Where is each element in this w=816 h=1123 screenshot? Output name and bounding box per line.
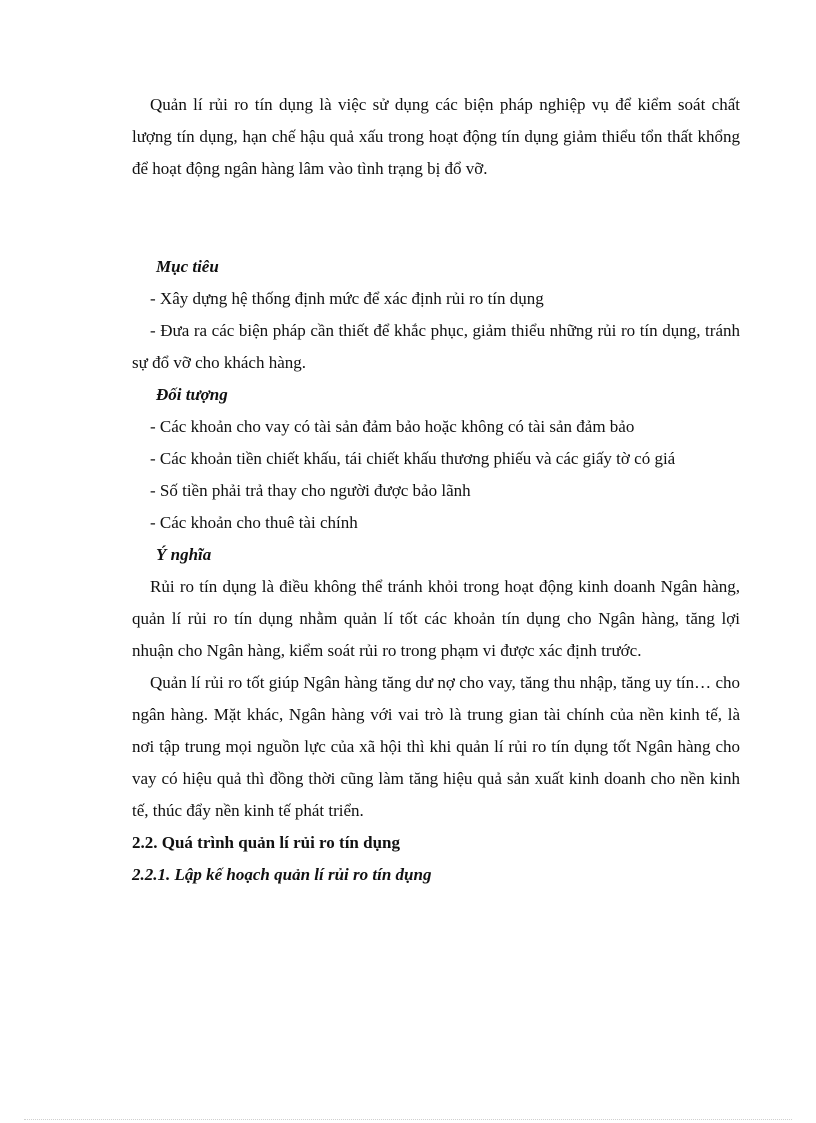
intro-block — [132, 89, 740, 185]
body-block — [132, 251, 740, 891]
section-heading-2-2: 2.2. Quá trình quản lí rủi ro tín dụng — [132, 833, 400, 852]
meaning-paragraph: Rủi ro tín dụng là điều không thể tránh khỏi trong hoạt động kinh doanh Ngân hàng, quản lí rủi ro tín dụng nhằm quản lí tốt các khoản tín dụng cho Ngân hàng, tăng lợi nhuận cho Ngân hàng, kiểm soát rủi ro trong phạm vi được xác định trước. — [132, 577, 740, 660]
objective-item: - Đưa ra các biện pháp cần thiết để khắc phục, giảm thiểu những rủi ro tín dụng, tránh sự đổ vỡ cho khách hàng. — [132, 321, 740, 372]
subjects-heading: Đối tượng — [156, 385, 228, 404]
meaning-heading: Ý nghĩa — [156, 545, 212, 564]
page-bottom-divider — [24, 1119, 792, 1120]
section-heading-2-2-1: 2.2.1. Lập kế hoạch quản lí rủi ro tín dụng — [132, 865, 432, 884]
subject-item: - Số tiền phải trả thay cho người được bảo lãnh — [150, 481, 471, 500]
objectives-heading: Mục tiêu — [156, 257, 219, 276]
subject-item: - Các khoản cho thuê tài chính — [150, 513, 358, 532]
objective-item: - Xây dựng hệ thống định mức để xác định rủi ro tín dụng — [150, 289, 544, 308]
subject-item: - Các khoản cho vay có tài sản đảm bảo hoặc không có tài sản đảm bảo — [150, 417, 635, 436]
subject-item: - Các khoản tiền chiết khấu, tái chiết khấu thương phiếu và các giấy tờ có giá — [150, 449, 676, 468]
meaning-paragraph: Quản lí rủi ro tốt giúp Ngân hàng tăng dư nợ cho vay, tăng thu nhập, tăng uy tín… cho ngân hàng. Mặt khác, Ngân hàng với vai trò là trung gian tài chính của nền kinh tế, là nơi tập trung mọi nguồn lực của xã hội thì khi quản lí rủi ro tín dụng tốt Ngân hàng cho vay có hiệu quả thì đồng thời cũng làm tăng hiệu quả sản xuất kinh doanh cho nền kinh tế, thúc đẩy nền kinh tế phát triển. — [132, 673, 740, 820]
intro-paragraph: Quản lí rủi ro tín dụng là việc sử dụng các biện pháp nghiệp vụ để kiểm soát chất lượng tín dụng, hạn chế hậu quả xấu trong hoạt động tín dụng giảm thiểu tổn thất khổng để hoạt động ngân hàng lâm vào tình trạng bị đổ vỡ. — [132, 95, 740, 178]
